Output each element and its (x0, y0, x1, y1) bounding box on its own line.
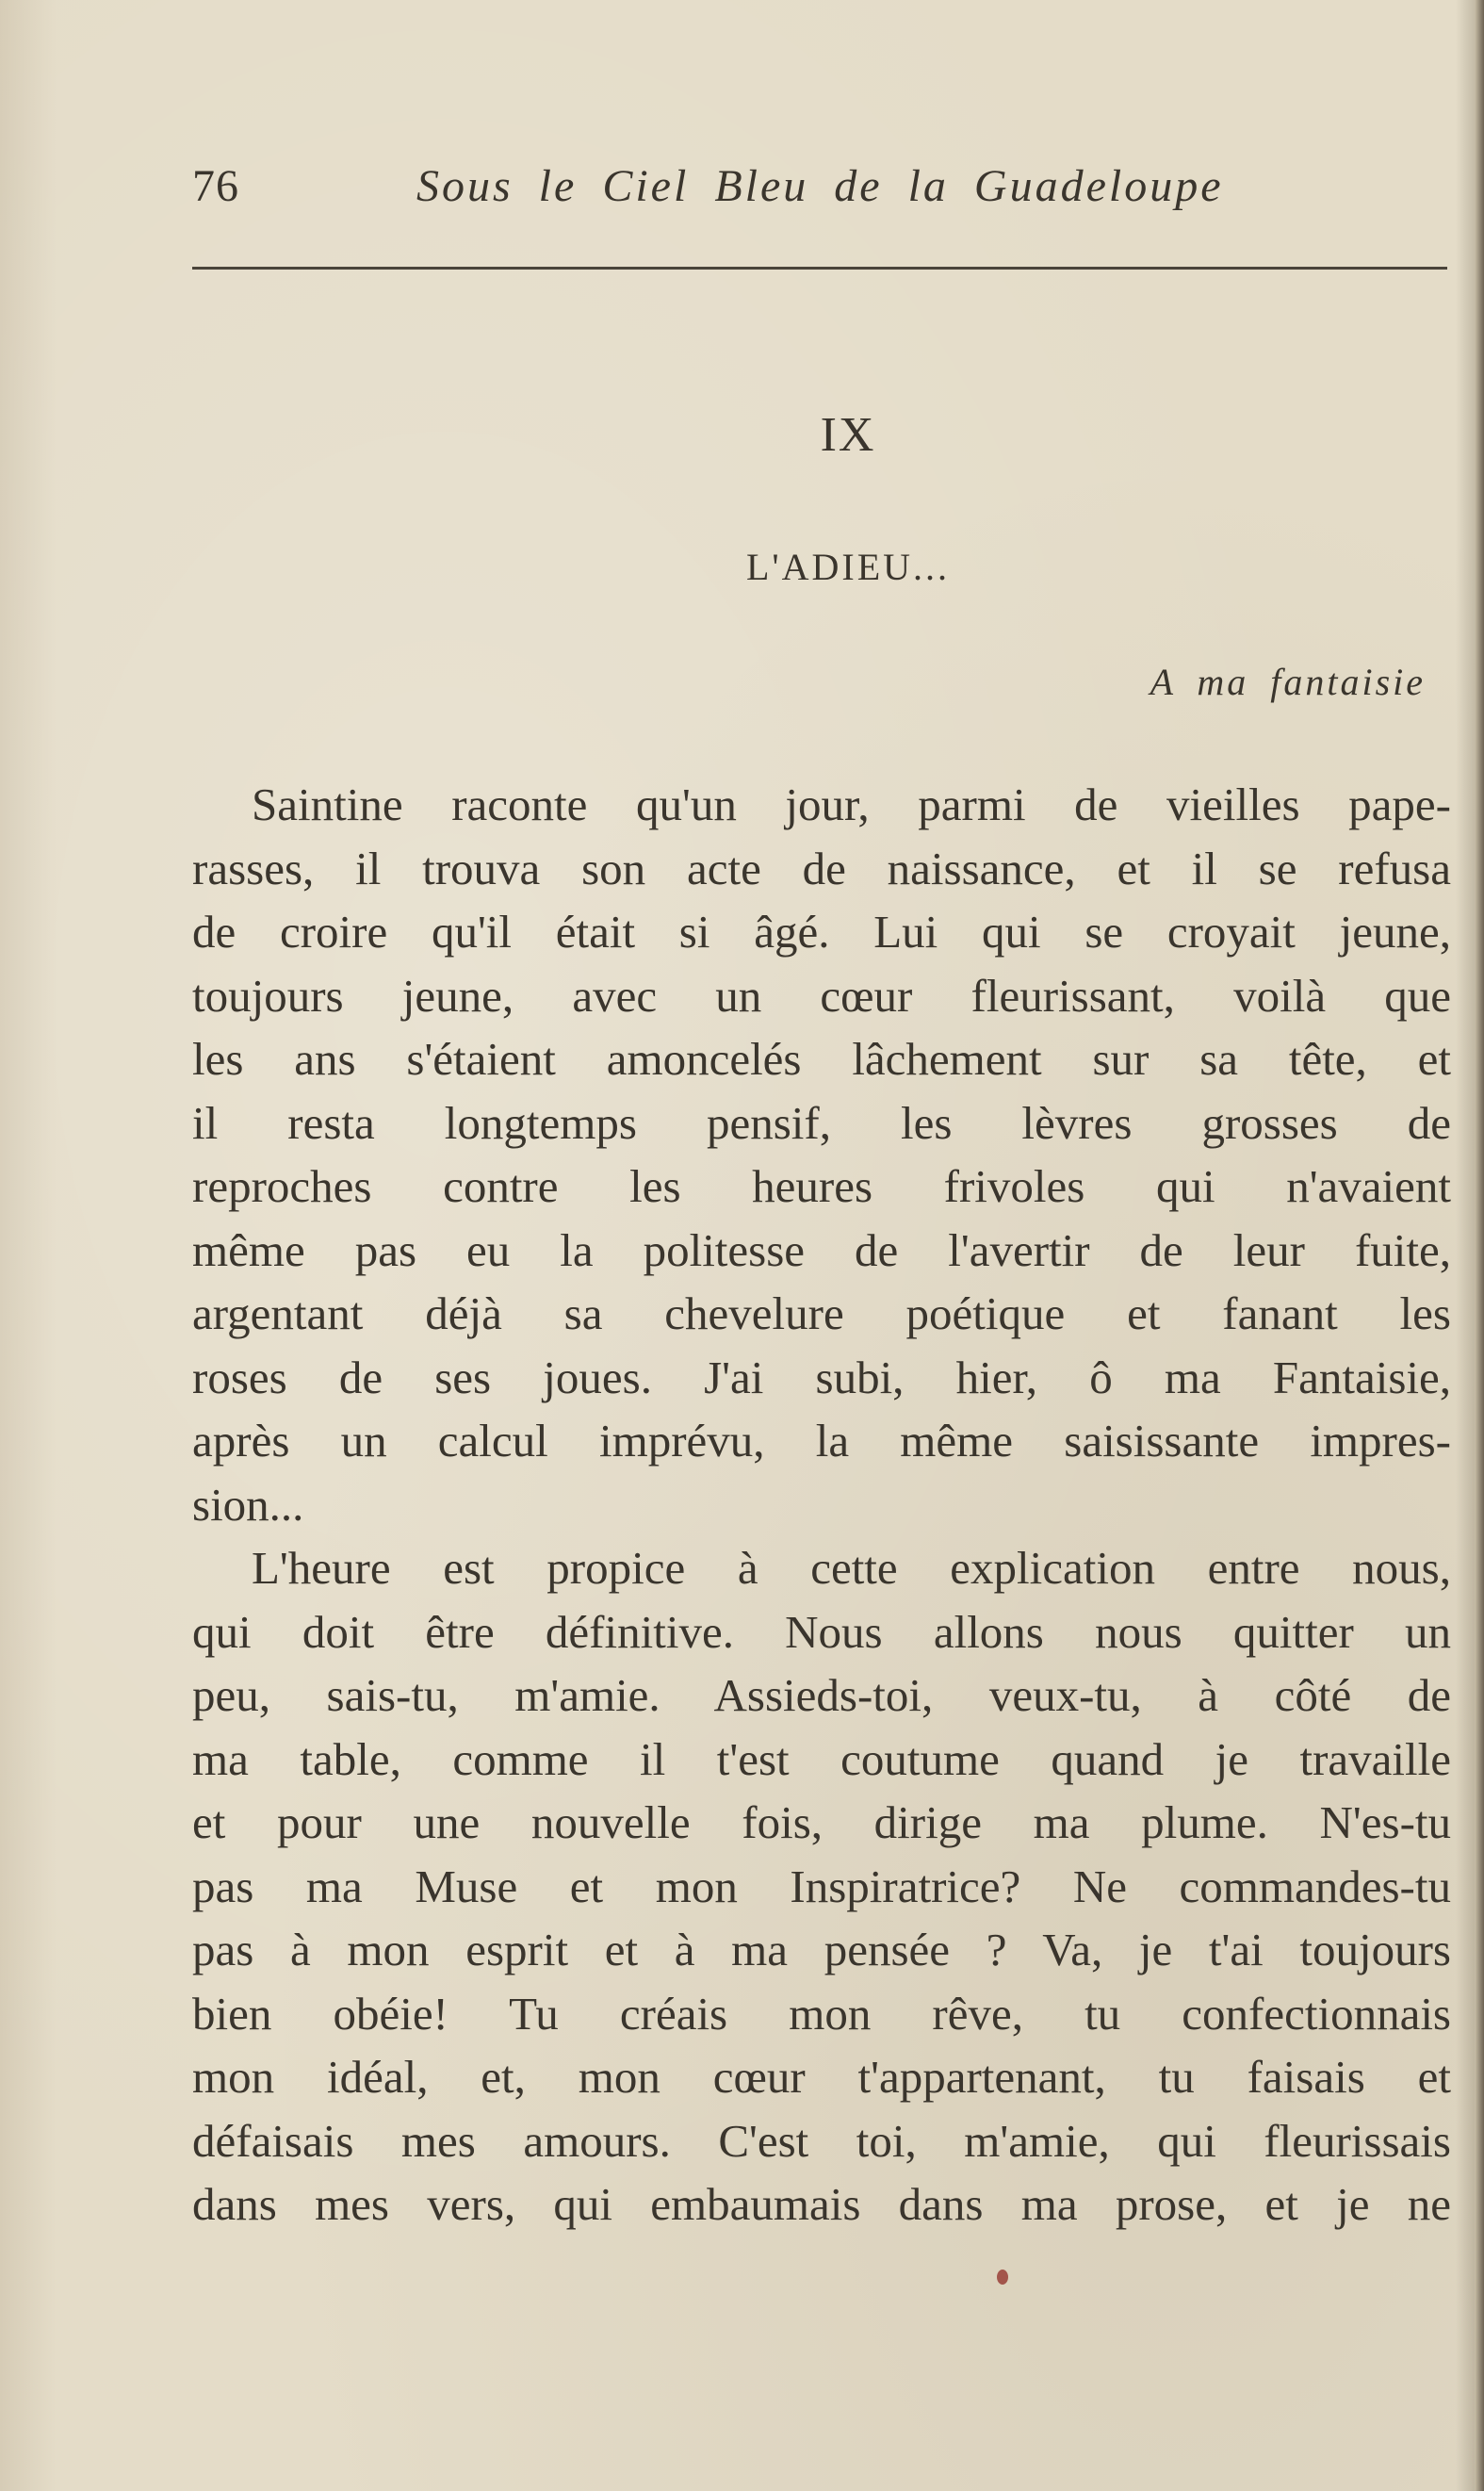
paragraph-2 (192, 1536, 1451, 2237)
text-line: L'heure est propice à cette explication entre nous, (252, 1542, 1451, 1594)
text-line: même pas eu la politesse de l'avertir de leur fuite, (192, 1223, 1451, 1276)
paragraph-1 (192, 773, 1451, 1536)
text-line: et pour une nouvelle fois, dirige ma plume. N'es-tu (192, 1796, 1451, 1848)
text-line: rasses, il trouva son acte de naissance, et il se refusa (192, 842, 1451, 894)
text-line: les ans s'étaient amoncelés lâchement sur sa tête, et (192, 1033, 1451, 1085)
text-line: bien obéie! Tu créais mon rêve, tu confectionnais (192, 1987, 1451, 2040)
page-header (192, 160, 1445, 236)
text-line: Saintine raconte qu'un jour, parmi de vieilles pape- (252, 778, 1451, 830)
chapter-title: L'ADIEU... (745, 546, 951, 588)
text-line: de croire qu'il était si âgé. Lui qui se croyait jeune, (192, 906, 1451, 958)
text-line: après un calcul imprévu, la même saisissante impres- (192, 1415, 1451, 1467)
page-edge-shadow (1475, 0, 1484, 2491)
page-number: 76 (192, 161, 239, 211)
chapter-number: IX (820, 408, 876, 462)
text-line: mon idéal, et, mon cœur t'appartenant, tu faisais et (192, 2051, 1451, 2103)
text-line: ma table, comme il t'est coutume quand je travaille (192, 1732, 1451, 1785)
header-rule (192, 267, 1447, 270)
text-line: peu, sais-tu, m'amie. Assieds-toi, veux-tu, à côté de (192, 1669, 1451, 1721)
body-text (192, 773, 1451, 2237)
text-line: pas ma Muse et mon Inspiratrice? Ne commandes-tu (192, 1860, 1451, 1912)
text-line: qui doit être définitive. Nous allons nous quitter un (192, 1605, 1451, 1658)
running-title: Sous le Ciel Bleu de la Guadeloupe (416, 161, 1224, 211)
text-line: argentant déjà sa chevelure poétique et fanant les (192, 1287, 1451, 1339)
text-line: sion... (192, 1478, 304, 1531)
ink-spot-mark (997, 2270, 1008, 2285)
text-line: pas à mon esprit et à ma pensée ? Va, je t'ai toujours (192, 1924, 1451, 1975)
text-line: roses de ses joues. J'ai subi, hier, ô ma Fantaisie, (192, 1351, 1451, 1403)
text-line: toujours jeune, avec un cœur fleurissant, voilà que (192, 969, 1451, 1022)
text-line: dans mes vers, qui embaumais dans ma prose, et je ne (192, 2178, 1451, 2230)
text-line: il resta longtemps pensif, les lèvres grosses de (192, 1096, 1451, 1149)
text-line: défaisais mes amours. C'est toi, m'amie, qui fleurissais (192, 2114, 1451, 2167)
text-line: reproches contre les heures frivoles qui n'avaient (192, 1160, 1451, 1212)
chapter-dedication: A ma fantaisie (1150, 661, 1426, 703)
